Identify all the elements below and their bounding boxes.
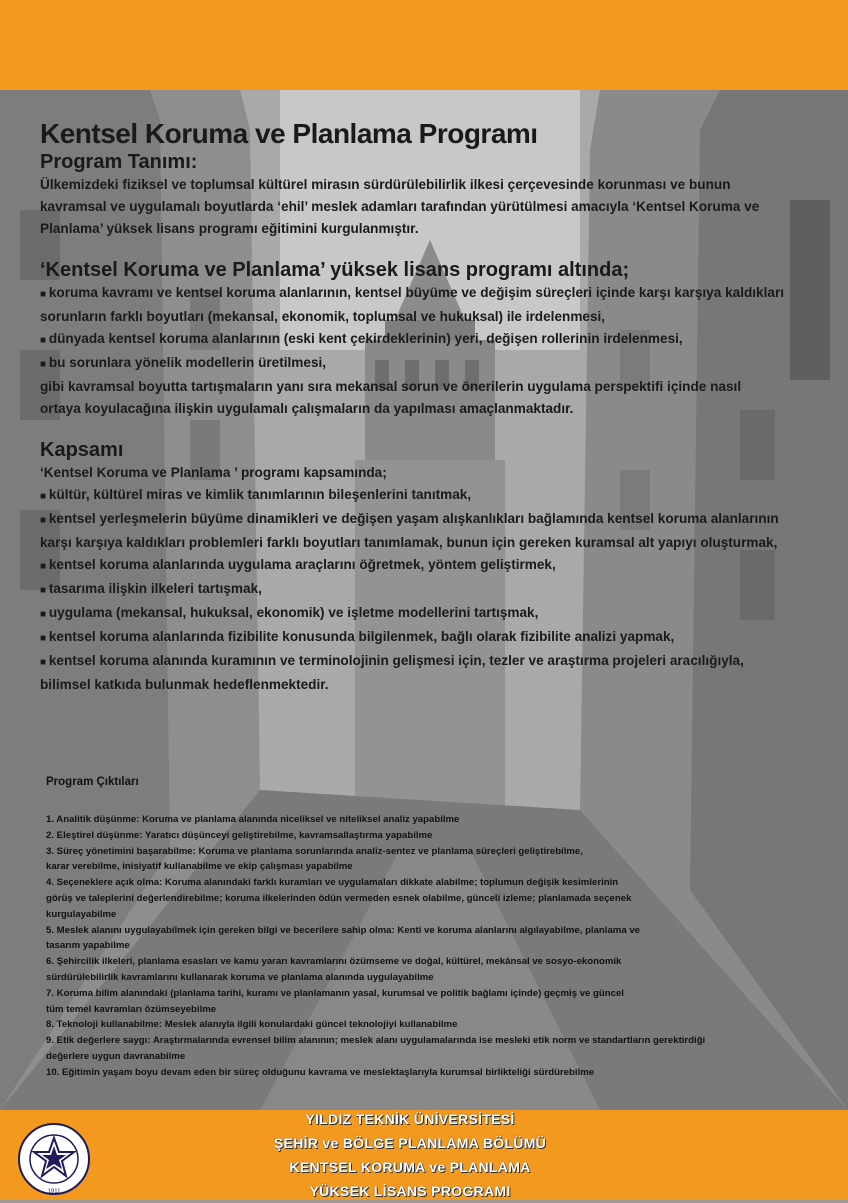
footer-line: YILDIZ TEKNİK ÜNİVERSİTESİ (305, 1111, 515, 1127)
coverage-line: ‘Kentsel Koruma ve Planlama ’ programı kapsamında; (40, 465, 387, 480)
main-content (40, 118, 840, 696)
definition-heading: Program Tanımı: (40, 151, 198, 173)
definition-line: kavramsal ve uygulamalı boyutlarda ‘ehil’ meslek adamları tarafından yürütülmesi amacıyla ‘Kentsel Koruma ve (40, 199, 760, 214)
footer-line: YÜKSEK LİSANS PROGRAMI (309, 1183, 511, 1199)
university-seal-logo (8, 1122, 100, 1196)
output-line: 5. Meslek alanını uygulayabilmek için gereken bilgi ve becerilere sahip olma: Kenti ve koruma alanlarını algılayabilme, planlama ve (46, 924, 640, 936)
program-scope-bullet: ■ koruma kavramı ve kentsel koruma alanlarının, kentsel büyüme ve değişim süreçleri içinde karşı karşıya kaldıkları (40, 282, 840, 306)
top-orange-band (0, 0, 848, 90)
coverage-heading: Kapsamı (40, 439, 124, 461)
output-line: 1. Analitik düşünme: Koruma ve planlama alanında niceliksel ve niteliksel analiz yapabilme (46, 814, 460, 825)
footer-line: ŞEHİR ve BÖLGE PLANLAMA BÖLÜMÜ (273, 1135, 547, 1151)
output-line: tasarım yapabilme (46, 940, 130, 952)
coverage-bullet: ■ kentsel koruma alanlarında uygulama araçlarını öğretmek, yöntem geliştirmek, (40, 554, 840, 578)
output-line: karar verebilme, inisiyatif kullanabilme ve ekip çalışması yapabilme (46, 861, 353, 873)
output-line: kurgulayabilme (46, 908, 117, 920)
output-line: 2. Eleştirel düşünme: Yaratıcı düşünceyi geliştirebilme, kavramsallaştırma yapabilme (46, 829, 433, 841)
footer-line: KENTSEL KORUMA ve PLANLAMA (289, 1159, 531, 1175)
output-line: tüm temel kavramları özümseyebilme (46, 1003, 217, 1015)
program-scope-line: ortaya koyulacağına ilişkin uygulamalı çalışmaların da yapılması amaçlanmaktadır. (40, 401, 574, 416)
seal-year: 1911 (47, 1189, 61, 1195)
definition-line: Planlama’ yüksek lisans programı eğitimini kurgulanmıştır. (40, 221, 419, 236)
output-line: sürdürülebilirlik kavramlarını kullanarak koruma ve planlama alanında uygulayabilme (46, 971, 434, 983)
coverage-bullet: ■ kentsel yerleşmelerin büyüme dinamikleri ve değişen yaşam alışkanlıkları bağlamında kentsel koruma alanlarının (40, 508, 840, 532)
program-scope-line: sorunların farklı boyutları (mekansal, ekonomik, toplumsal ve hukuksal) ile irdelenmesi, (40, 309, 606, 324)
output-line: 7. Koruma bilim alanındaki (planlama tarihi, kuramı ve planlamanın yasal, kurumsal ve politik bağlamı içinde) geçmiş ve güncel (46, 987, 624, 999)
coverage-bullet: ■ kentsel koruma alanında kuramının ve terminolojinin gelişmesi için, tezler ve araştırma projeleri aracılığıyla, (40, 650, 840, 674)
program-scope-heading: ‘Kentsel Koruma ve Planlama’ yüksek lisans programı altında; (40, 259, 630, 281)
output-line: 10. Eğitimin yaşam boyu devam eden bir süreç olduğunu kavrama ve meslektaşlarıyla kurumsal birlikteliği sürdürebilme (46, 1066, 595, 1078)
program-scope-line: gibi kavramsal boyutta tartışmaların yanı sıra mekansal sorun ve önerilerin uygulama perspektifi içinde nasıl (40, 379, 742, 394)
coverage-bullet: ■ kültür, kültürel miras ve kimlik tanımlarının bileşenlerini tanıtmak, (40, 484, 840, 508)
coverage-bullet: ■ uygulama (mekansal, hukuksal, ekonomik) ve işletme modellerini tartışmak, (40, 602, 840, 626)
output-line: 9. Etik değerlere saygı: Araştırmalarında evrensel bilim alanının; meslek alanı uygulamalarında ise mesleki etik norm ve standartların gerektirdiği (46, 1035, 706, 1047)
outputs-heading: Program Çıktıları (46, 776, 139, 788)
output-line: 8. Teknoloji kullanabilme: Meslek alanıyla ilgili konulardaki güncel teknolojiyi kullanabilme (46, 1019, 458, 1031)
coverage-line: karşı karşıya kaldıkları problemleri farklı boyutları tanımlamak, bunun için gereken kuramsal alt yapıyı oluşturmak, (40, 535, 778, 550)
coverage-bullet: ■ tasarıma ilişkin ilkeleri tartışmak, (40, 578, 840, 602)
program-scope-bullet: ■ bu sorunlara yönelik modellerin üretilmesi, (40, 352, 840, 376)
output-line: 3. Süreç yönetimini başarabilme: Koruma ve planlama sorunlarında analiz-sentez ve planlama süreçleri geliştirebilme, (46, 845, 583, 857)
program-outputs (46, 776, 806, 1081)
coverage-bullet: ■ kentsel koruma alanlarında fizibilite konusunda bilgilenmek, bağlı olarak fizibilite analizi yapmak, (40, 626, 840, 650)
output-line: görüş ve taleplerini değerlendirebilme; koruma ilkelerinden ödün vermeden esnek olabilme, günceli izleme; planlamada seçenek (46, 892, 632, 904)
page-title: Kentsel Koruma ve Planlama Programı (40, 118, 538, 149)
footer-institution (150, 1107, 670, 1203)
definition-line: Ülkemizdeki fiziksel ve toplumsal kültürel mirasın sürdürülebilirlik ilkesi çerçevesinde korunması ve bunun (40, 177, 731, 192)
coverage-line: bilimsel katkıda bulunmak hedeflenmektedir. (40, 677, 329, 692)
output-line: 4. Seçeneklere açık olma: Koruma alanındaki farklı kuramları ve uygulamaları dikkate alabilme; toplumun değişik kesimlerinin (46, 877, 619, 889)
output-line: değerlere uygun davranabilme (46, 1050, 186, 1062)
output-line: 6. Şehircilik ilkeleri, planlama esasları ve kamu yararı kavramlarını özümseme ve doğal, kültürel, mekânsal ve sosyo-ekonomik (46, 956, 622, 968)
program-scope-bullet: ■ dünyada kentsel koruma alanlarının (eski kent çekirdeklerinin) yeri, değişen rollerinin irdelenmesi, (40, 328, 840, 352)
